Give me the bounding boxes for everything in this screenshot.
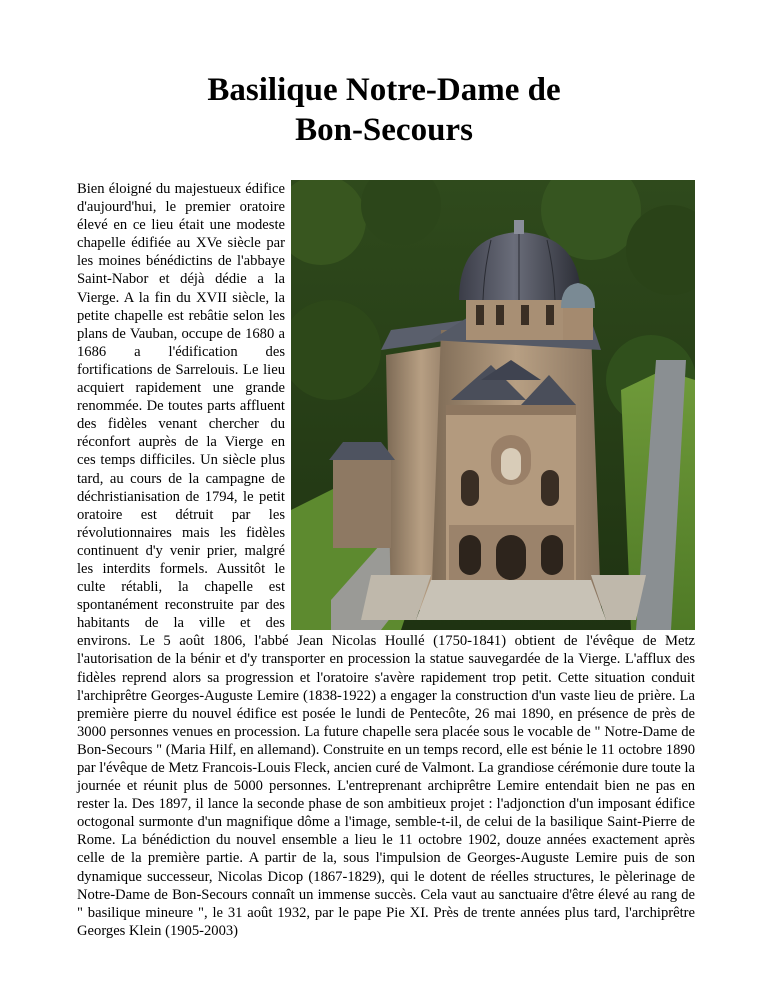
title-line-2: Bon-Secours bbox=[295, 112, 473, 148]
article-body bbox=[77, 180, 695, 940]
article-paragraph: Bien éloigné du majestueux édifice d'aujourd'hui, le premier oratoire élevé en ce lieu était une modeste chapelle édifiée au XVe siècle par les moines bénédictins de l'abbaye Saint-Nabor et déjà dédie a la Vierge. A la fin du XVII siècle, la petite chapelle est rebâtie selon les plans de Vauban, occupe de 1680 a 1686 a l'édification des fortifications de Sarrelouis. Le lieu acquiert rapidement une grande renommée. De toutes parts affluent des fidèles venant chercher du réconfort auprès de la Vierge en ces temps difficiles. Un siècle plus tard, au cours de la campagne de déchristianisation de 1794, le petit oratoire est détruit par les révolutionnaires mais les fidèles continuent d'y venir prier, malgré les interdits formels. Aussitôt le culte rétabli, la chapelle est spontanément reconstruite par des habitants de la ville et des environs. Le 5 août 1806, l'abbé Jean Nicolas Houllé (1750-1841) obtient de l'évêque de Metz l'autorisation de la bénir et d'y transporter en procession la statue sauvegardée de la Vierge. L'afflux des fidèles reprend alors sa progression et l'oratoire s'avère rapidement trop petit. Cette situation conduit l'archiprêtre Georges-Auguste Lemire (1838-1922) a engager la construction d'un vaste lieu de prière. La première pierre du nouvel édifice est posée le lundi de Pentecôte, 26 mai 1890, en présence de près de 3000 personnes venues en procession. La future chapelle sera placée sous le vocable de " Notre-Dame de Bon-Secours " (Maria Hilf, en allemand). Construite en un temps record, elle est bénie le 11 octobre 1890 par l'évêque de Metz Francois-Louis Fleck, ancien curé de Valmont. La grandiose cérémonie dure toute la journée et réunit plus de 5000 personnes. L'entreprenant archiprêtre Lemire entendait bien ne pas en rester la. Des 1897, il lance la seconde phase de son ambitieux projet : l'adjonction d'un imposant édifice octogonal surmonte d'un magnifique dôme a l'image, semble-t-il, de celui de la basilique Saint-Pierre de Rome. La bénédiction du nouvel ensemble a lieu le 11 octobre 1902, douze années exactement après celle de la première partie. A partir de la, sous l'impulsion de Georges-Auguste Lemire puis de son dynamique successeur, Nicolas Dicop (1867-1829), qui le dotent de réelles structures, le pèlerinage de Notre-Dame de Bon-Secours connaît un immense succès. Cela vaut au sanctuaire d'être élevé au rang de " basilique mineure ", le 31 août 1932, par le pape Pie XI. Près de trente années plus tard, l'archiprêtre Georges Klein (1905-2003) bbox=[77, 181, 695, 939]
page-title bbox=[0, 70, 768, 150]
title-line-1: Basilique Notre-Dame de bbox=[207, 72, 561, 108]
basilica-photo-illustration bbox=[291, 180, 695, 630]
basilica-aerial-photo bbox=[291, 180, 695, 630]
